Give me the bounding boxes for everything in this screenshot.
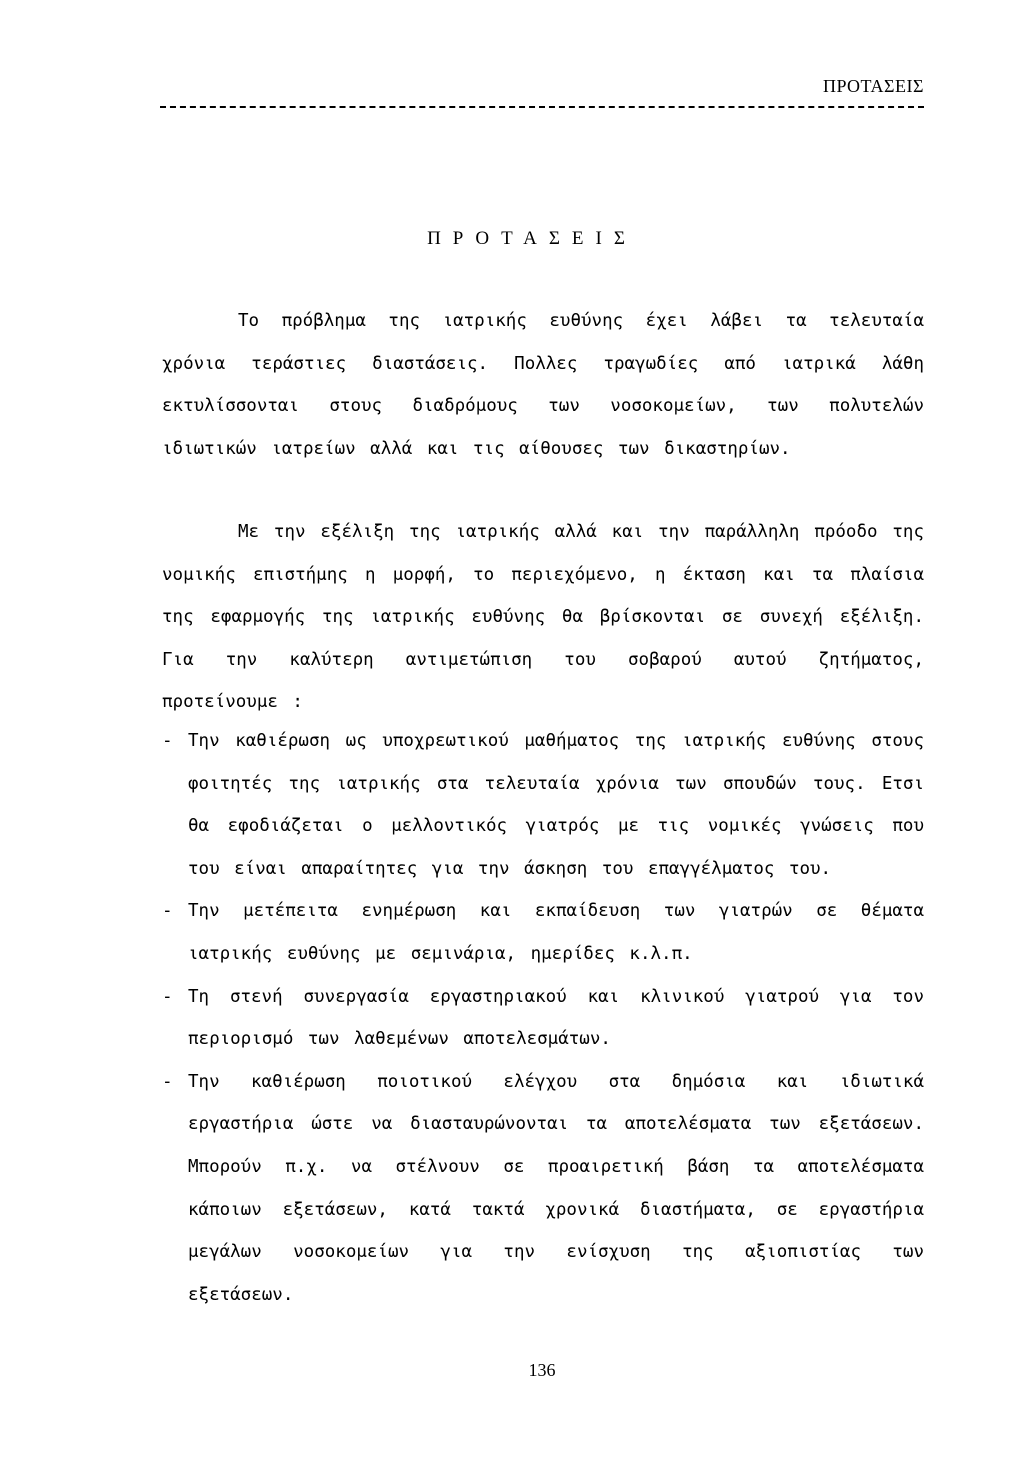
proposals-list (162, 720, 924, 1316)
proposal-text: Την καθιέρωση ποιοτικού ελέγχου στα δημόσια και ιδιωτικά εργαστήρια ώστε να διασταυρώνονται τα αποτελέσματα των εξετάσεων. Μπορούν π.χ. να στέλνουν σε προαιρετική βάση τα αποτελέσματα κάποιων εξετάσεων, κατά τακτά χρονικά διαστήματα, σε εργαστήρια μεγάλων νοσοκομείων για την ενίσχυση της αξιοπιστίας των εξετάσεων. (188, 1071, 924, 1305)
proposal-item (162, 890, 924, 975)
bullet-dash: - (162, 986, 173, 1007)
proposal-text: Την μετέπειτα ενημέρωση και εκπαίδευση των γιατρών σε θέματα ιατρικής ευθύνης με σεμινάρια, ημερίδες κ.λ.π. (188, 901, 924, 964)
header-dashed-rule (160, 106, 924, 108)
intro-paragraph: Το πρόβλημα της ιατρικής ευθύνης έχει λάβει τα τελευταία χρόνια τεράστιες διαστάσεις. Πολλες τραγωδίες από ιατρικά λάθη εκτυλίσσονται στους διαδρόμους των νοσοκομείων, των πολυτελών ιδιωτικών ιατρείων αλλά και τις αίθουσες των δικαστηρίων. (162, 311, 924, 459)
proposal-item (162, 720, 924, 890)
proposal-item (162, 1061, 924, 1317)
bullet-dash: - (162, 901, 173, 922)
proposal-text: Την καθιέρωση ως υποχρεωτικού μαθήματος της ιατρικής ευθύνης στους φοιτητές της ιατρικής στα τελευταία χρόνια των σπουδών τους. Ετσι θα εφοδιάζεται ο μελλοντικός γιατρός με τις νομικές γνώσεις που του είναι απαραίτητες για την άσκηση του επαγγέλματος του. (188, 731, 924, 879)
bullet-dash: - (162, 1071, 173, 1092)
proposal-text: Τη στενή συνεργασία εργαστηριακού και κλινικού γιατρού για τον περιορισμό των λαθεμένων αποτελεσμάτων. (188, 986, 924, 1050)
section-title: ΠΡΟΤΑΣΕΙΣ (427, 228, 637, 249)
context-paragraph: Με την εξέλιξη της ιατρικής αλλά και την παράλληλη πρόοδο της νομικής επιστήμης η μορφή, το περιεχόμενο, η έκταση και τα πλαίσια της εφαρμογής της ιατρικής ευθύνης θα βρίσκονται σε συνεχή εξέλιξη. Για την καλύτερη αντιμετώπιση του σοβαρού αυτού ζητήματος, προτείνουμε : (162, 522, 924, 713)
running-title: ΠΡΟΤΑΣΕΙΣ (822, 76, 924, 96)
bullet-dash: - (162, 731, 173, 751)
proposal-item (162, 976, 924, 1061)
page-number: 136 (528, 1360, 556, 1380)
